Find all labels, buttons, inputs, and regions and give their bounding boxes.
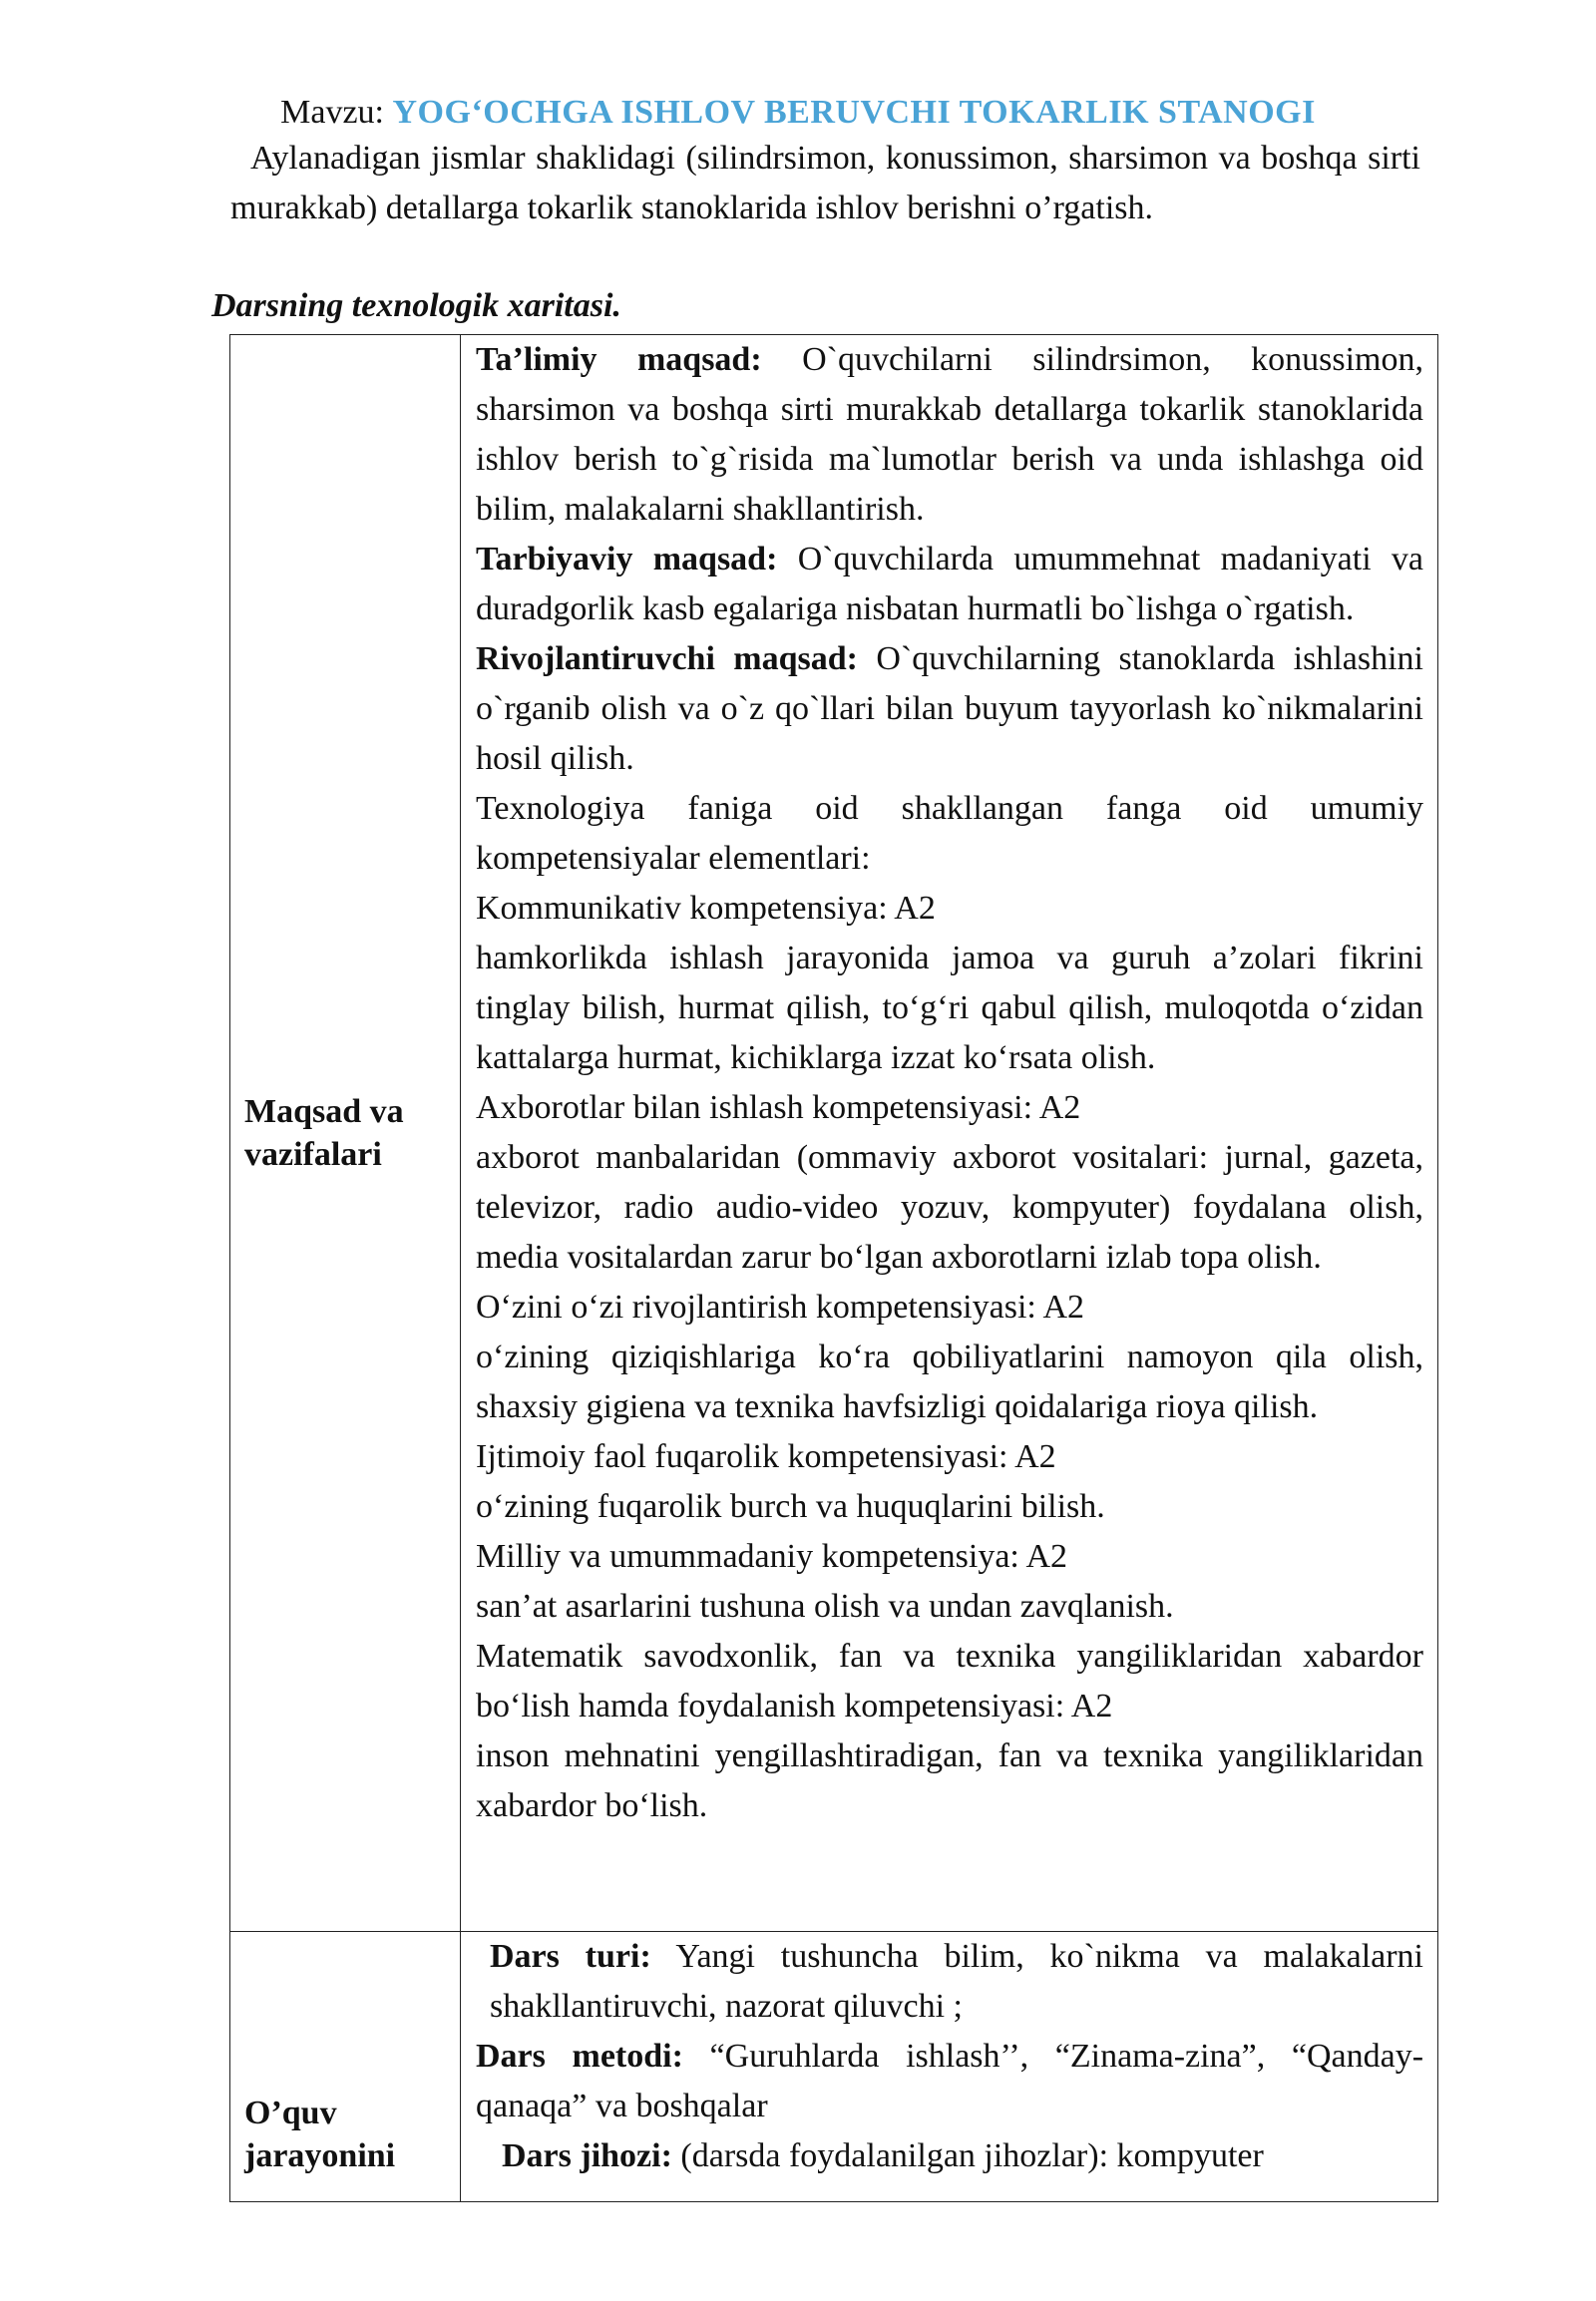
math-title: Matematik savodxonlik, fan va texnika yangiliklaridan xabardor bo‘lish hamda foydalanish kompetensiyasi: A2 — [476, 1638, 1423, 1725]
rivoj-text: O`quvchilarning stanoklarda ishlashini o`rganib olish va o`z qo`llari bilan buyum tayyorlash ko`nikmalarini hosil qilish. — [476, 640, 1423, 777]
talimiy-label: Ta’limiy maqsad: — [476, 341, 762, 378]
tarbiyaviy-text: O`quvchilarda umummehnat madaniyati va duradgorlik kasb egalariga nisbatan hurmatli bo`lishga o`rgatish. — [476, 541, 1423, 627]
talimiy-text: O`quvchilarni silindrsimon, konussimon, sharsimon va boshqa sirti murakkab detallarga tokarlik stanoklarida ishlov berish to`g`risida ma`lumotlar berish va unda ishlashga oid bilim, malakalarni shakllantirish. — [476, 341, 1424, 528]
section-caption: Darsning texnologik xaritasi. — [211, 287, 621, 324]
table-row — [230, 335, 1438, 1932]
lesson-method-text: “Guruhlarda ishlash’’, “Zinama-zina”, “Qanday-qanaqa” va boshqalar — [476, 2038, 1424, 2124]
table-row — [230, 1932, 1438, 2202]
information-title: Axborotlar bilan ishlash kompetensiyasi: A2 — [476, 1089, 1081, 1126]
topic-label: Mavzu: — [280, 94, 384, 131]
cultural-text: san’at asarlarini tushuna olish va undan zavqlanish. — [476, 1588, 1174, 1625]
rivoj-label: Rivojlantiruvchi maqsad: — [476, 640, 858, 677]
lesson-type-label: Dars turi: — [490, 1938, 651, 1975]
lesson-method-label: Dars metodi: — [476, 2038, 683, 2075]
civic-text: o‘zining fuqarolik burch va huquqlarini bilish. — [476, 1488, 1105, 1525]
lesson-type-paragraph — [476, 1932, 1423, 2032]
civic-title: Ijtimoiy faol fuqarolik kompetensiyasi: A2 — [476, 1438, 1056, 1475]
lesson-method-paragraph — [476, 2032, 1423, 2131]
tarbiyaviy-paragraph — [476, 535, 1423, 634]
cultural-title: Milliy va umummadaniy kompetensiya: A2 — [476, 1538, 1068, 1575]
information-text: axborot manbalaridan (ommaviy axborot vositalari: jurnal, gazeta, televizor, radio audio-video yozuv, kompyuter) foydalana olish, media vositalardan zarur bo‘lgan axborotlarni izlab topa olish. — [476, 1139, 1423, 1276]
technology-map-table — [229, 334, 1438, 2202]
row-header-goals: Maqsad va vazifalari — [230, 335, 461, 1932]
self-development-text: o‘zining qiziqishlariga ko‘ra qobiliyatlarini namoyon qila olish, shaxsiy gigiena va texnika havfsizligi qoidalariga rioya qilish. — [476, 1339, 1423, 1425]
communicative-text: hamkorlikda ishlash jarayonida jamoa va guruh a’zolari fikrini tinglay bilish, hurmat qilish, to‘g‘ri qabul qilish, muloqotda o‘zidan kattalarga hurmat, kichiklarga izzat ko‘rsata olish. — [476, 940, 1423, 1076]
lesson-equipment-label: Dars jihozi: — [502, 2137, 672, 2174]
lesson-equipment-paragraph — [476, 2131, 1423, 2181]
self-development-title: O‘zini o‘zi rivojlantirish kompetensiyasi: A2 — [476, 1289, 1085, 1326]
lesson-equipment-text: (darsda foydalanilgan jihozlar): kompyuter — [680, 2137, 1264, 2174]
tarbiyaviy-label: Tarbiyaviy maqsad: — [476, 541, 778, 577]
competencies-intro: Texnologiya faniga oid shakllangan fanga oid umumiy kompetensiyalar elementlari: — [476, 790, 1423, 877]
row-header-process: O’quv jarayonini — [230, 1932, 461, 2202]
topic-title: YOG‘OCHGA ISHLOV BERUVCHI TOKARLIK STANOGI — [392, 94, 1316, 131]
topic-heading — [0, 90, 1596, 136]
communicative-title: Kommunikativ kompetensiya: A2 — [476, 890, 936, 927]
goals-cell — [461, 335, 1438, 1932]
process-cell — [461, 1932, 1438, 2202]
intro-paragraph: Aylanadigan jismlar shaklidagi (silindrsimon, konussimon, sharsimon va boshqa sirti murakkab) detallarga tokarlik stanoklarida ishlov berishni o’rgatish. — [230, 140, 1420, 226]
talimiy-paragraph — [476, 335, 1423, 535]
math-text: inson mehnatini yengillashtiradigan, fan va texnika yangiliklaridan xabardor bo‘lish. — [476, 1737, 1423, 1824]
lesson-type-text: Yangi tushuncha bilim, ko`nikma va malakalarni shakllantiruvchi, nazorat qiluvchi ; — [490, 1938, 1423, 2025]
rivoj-paragraph — [476, 634, 1423, 784]
